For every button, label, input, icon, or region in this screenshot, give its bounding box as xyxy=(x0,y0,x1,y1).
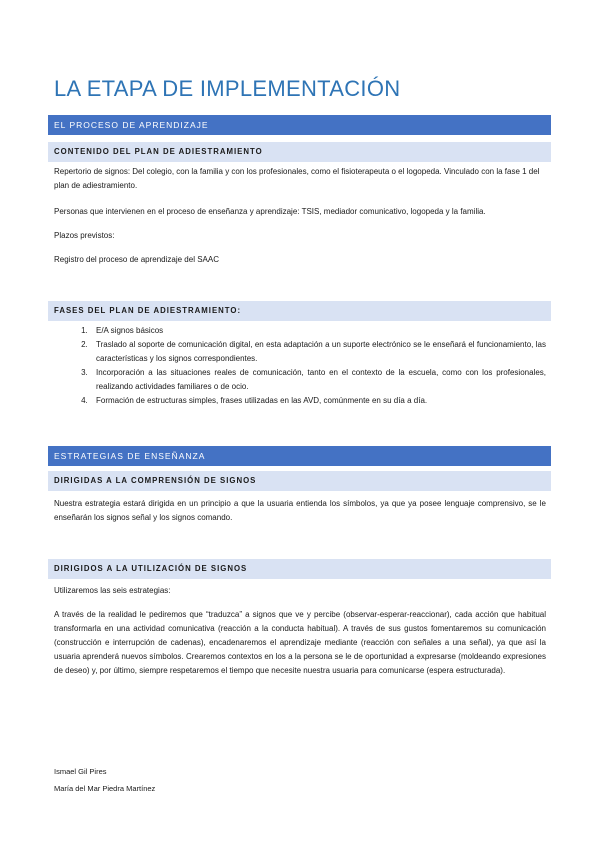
paragraph-deadlines: Plazos previstos: xyxy=(54,231,115,240)
author-name: Ismael Gil Pires xyxy=(54,767,107,776)
paragraph-strategies: A través de la realidad le pediremos que “traduzca” a signos que ve y percibe (observar-esperar-reaccionar), cada acción que habitual transformarla en una actividad comunicativa (reacción a la conducta habitual). A través de sus gustos fomentaremos su comunicación (construcción e interrupción de cadenas), encadenaremos el aprendizaje mediante (reacción con señales a una señal), ya que así la usuaria aprenderá nuevos símbolos. Crearemos contextos en los a la persona se le de oportunidad a expresarse (moldeando expresiones de deseo) y, por último, siempre respetaremos el tiempo que necesite nuestra usuaria para comunicarse (espera estructurada). xyxy=(54,610,546,675)
phases-list xyxy=(54,324,546,408)
paragraph-strategies-intro: Utilizaremos las seis estrategias: xyxy=(54,586,171,595)
section-header-learning-process: EL PROCESO DE APRENDIZAJE xyxy=(48,115,551,135)
author-name: María del Mar Piedra Martínez xyxy=(54,784,156,793)
paragraph-comprehension: Nuestra estrategia estará dirigida en un principio a que la usuaria entienda los símbolos, ya que ya posee lenguaje comprensivo, se le enseñarán los signos señal y los signos comando. xyxy=(54,499,546,522)
list-item: 2. Traslado al soporte de comunicación digital, en esta adaptación a un suporte electrónico se le enseñará el funcionamiento, las características y los signos correspondientes. xyxy=(90,338,546,366)
list-item: 1. E/A signos básicos xyxy=(90,324,546,338)
list-item: 4. Formación de estructuras simples, frases utilizadas en las AVD, comúnmente en su día a día. xyxy=(90,394,546,408)
paragraph-participants: Personas que intervienen en el proceso de enseñanza y aprendizaje: TSIS, mediador comunicativo, logopeda y la familia. xyxy=(54,207,486,216)
section-header-teaching-strategies: ESTRATEGIAS DE ENSEÑANZA xyxy=(48,446,551,466)
paragraph-registry: Registro del proceso de aprendizaje del SAAC xyxy=(54,255,219,264)
list-item: 3. Incorporación a las situaciones reales de comunicación, tanto en el contexto de la escuela, como con los profesionales, realizando actividades familiares o de ocio. xyxy=(90,366,546,394)
subheader-plan-content: CONTENIDO DEL PLAN DE ADIESTRAMIENTO xyxy=(48,142,551,162)
subheader-utilization: DIRIGIDOS A LA UTILIZACIÓN DE SIGNOS xyxy=(48,559,551,579)
paragraph-sign-repertoire: Repertorio de signos: Del colegio, con la familia y con los profesionales, como el fisioterapeuta o el logopeda. Vinculado con la fase 1 del plan de adiestramiento. xyxy=(54,167,540,190)
page-title: LA ETAPA DE IMPLEMENTACIÓN xyxy=(54,76,401,101)
subheader-phases: FASES DEL PLAN DE ADIESTRAMIENTO: xyxy=(48,301,551,321)
subheader-comprehension: DIRIGIDAS A LA COMPRENSIÓN DE SIGNOS xyxy=(48,471,551,491)
